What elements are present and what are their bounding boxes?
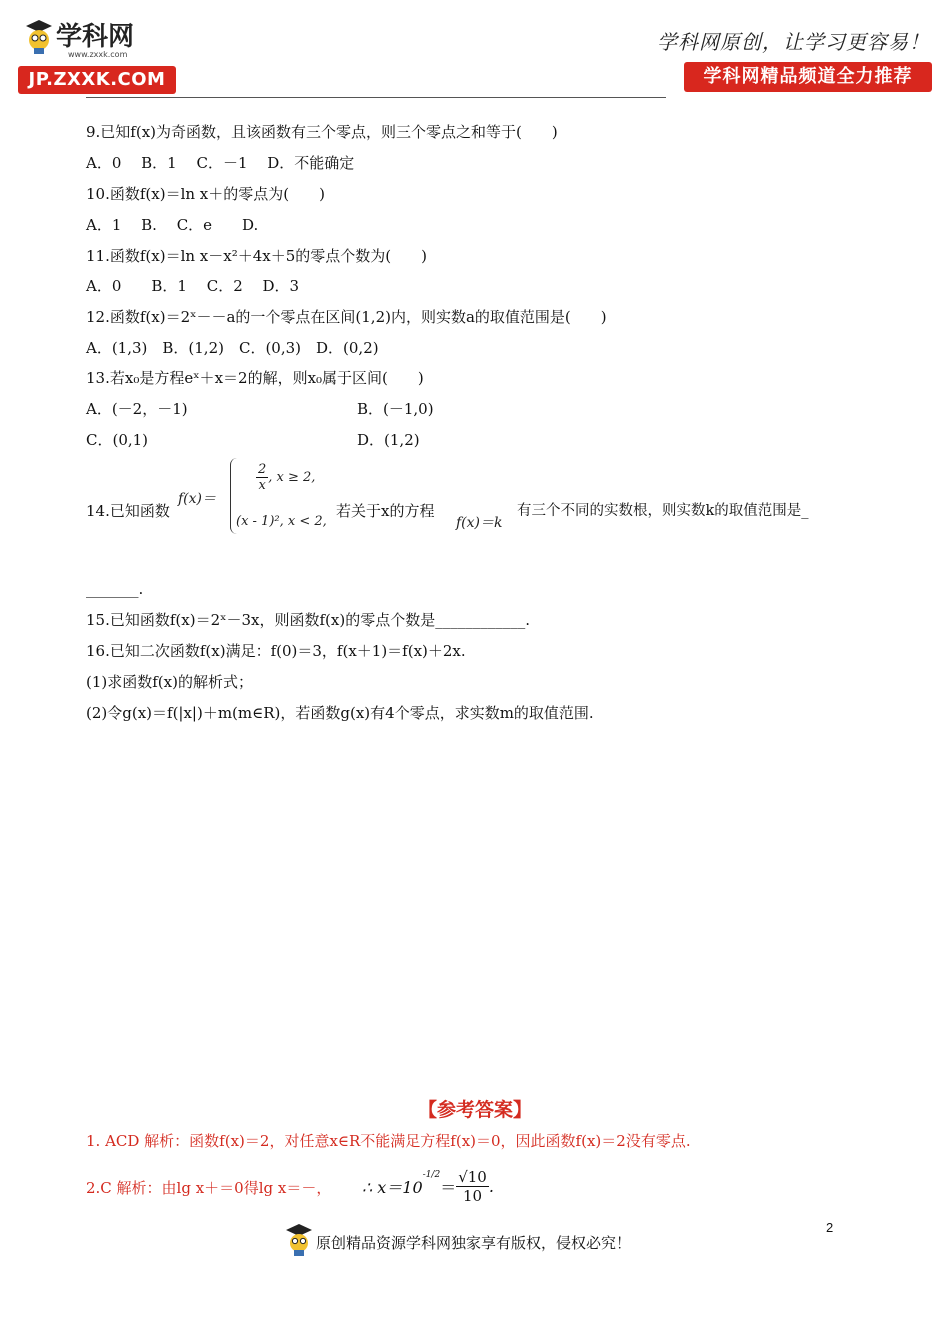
question-13: 13.若x₀是方程eˣ＋x＝2的解，则x₀属于区间( ) <box>86 369 424 387</box>
footer-mascot-icon <box>284 1222 314 1258</box>
answer-2-text: 2.C 解析：由lg x＋＝0得lg x＝－， <box>86 1179 332 1197</box>
answers-title: 【参考答案】 <box>417 1099 532 1121</box>
question-14-function-label: f(x)＝ <box>178 491 217 507</box>
question-10-options: A．1 B. C．e D. <box>86 216 259 234</box>
answer-1: 1. ACD 解析：函数f(x)＝2，对任意x∈R不能满足方程f(x)＝0，因此函数f(x)＝2没有零点. <box>86 1132 691 1150</box>
question-13-option-a: A．(－2，－1) <box>86 400 188 418</box>
question-11-options: A．0 B．1 C．2 D．3 <box>86 277 300 295</box>
answer-2-period: . <box>488 1177 494 1196</box>
footer-copyright: 原创精品资源学科网独家享有版权，侵权必究！ <box>316 1234 632 1252</box>
question-12: 12.函数f(x)＝2ˣ－－a的一个零点在区间(1,2)内，则实数a的取值范围是( ) <box>86 308 607 326</box>
case-1-denominator: x <box>258 478 266 493</box>
question-15: 15.已知函数f(x)＝2ˣ－3x，则函数f(x)的零点个数是____________. <box>86 611 530 629</box>
question-14-middle: 若关于x的方程 <box>336 502 435 520</box>
question-14-equation: f(x)＝k <box>456 515 503 531</box>
page-number: 2 <box>826 1220 834 1235</box>
logo-text: 学科网 <box>56 22 135 52</box>
answer-2-denominator: 10 <box>462 1187 483 1205</box>
question-11: 11.函数f(x)＝ln x－x²＋4x＋5的零点个数为( ) <box>86 247 427 265</box>
question-13-option-c: C．(0,1) <box>86 431 149 449</box>
answer-2-prefix: ∴ x＝10 <box>362 1178 423 1197</box>
header-slogan: 学科网原创，让学习更容易！ <box>657 30 930 54</box>
logo-url: www.zxxk.com <box>68 50 128 59</box>
question-14-suffix: 有三个不同的实数根，则实数k的取值范围是_ <box>517 503 809 519</box>
question-14-case-1 <box>256 462 315 493</box>
question-14-case-2: (x - 1)², x < 2, <box>236 514 327 529</box>
answer-2-formula <box>362 1168 494 1205</box>
answer-2-numerator: √10 <box>458 1168 487 1186</box>
question-16: 16.已知二次函数f(x)满足：f(0)＝3，f(x＋1)＝f(x)＋2x. <box>86 642 466 660</box>
question-9-options: A．0 B．1 C．－1 D．不能确定 <box>86 154 355 172</box>
logo-mascot-icon <box>24 18 54 56</box>
question-9: 9.已知f(x)为奇函数，且该函数有三个零点，则三个零点之和等于( ) <box>86 123 558 141</box>
question-13-option-d: D．(1,2) <box>357 431 420 449</box>
question-14-prefix: 14.已知函数 <box>86 502 170 520</box>
answer-2-exponent: -1/2 <box>422 1170 441 1180</box>
question-16-part-1: (1)求函数f(x)的解析式； <box>86 673 253 691</box>
header-divider <box>86 97 666 98</box>
question-14-blank: _______. <box>86 580 144 598</box>
question-16-part-2: (2)令g(x)＝f(|x|)＋m(m∈R)，若函数g(x)有4个零点，求实数m的取值范围. <box>86 704 594 722</box>
header-banner: 学科网精品频道全力推荐 <box>684 62 932 92</box>
logo-badge: JP.ZXXK.COM <box>18 66 176 94</box>
question-10: 10.函数f(x)＝ln x＋的零点为( ) <box>86 185 325 203</box>
case-1-numerator: 2 <box>258 462 267 477</box>
case-1-condition: , x ≥ 2, <box>268 470 316 485</box>
question-12-options: A．(1,3) B．(1,2) C．(0,3) D．(0,2) <box>86 339 379 357</box>
answer-2-equals: ＝ <box>440 1178 457 1197</box>
question-13-option-b: B．(－1,0) <box>357 400 434 418</box>
